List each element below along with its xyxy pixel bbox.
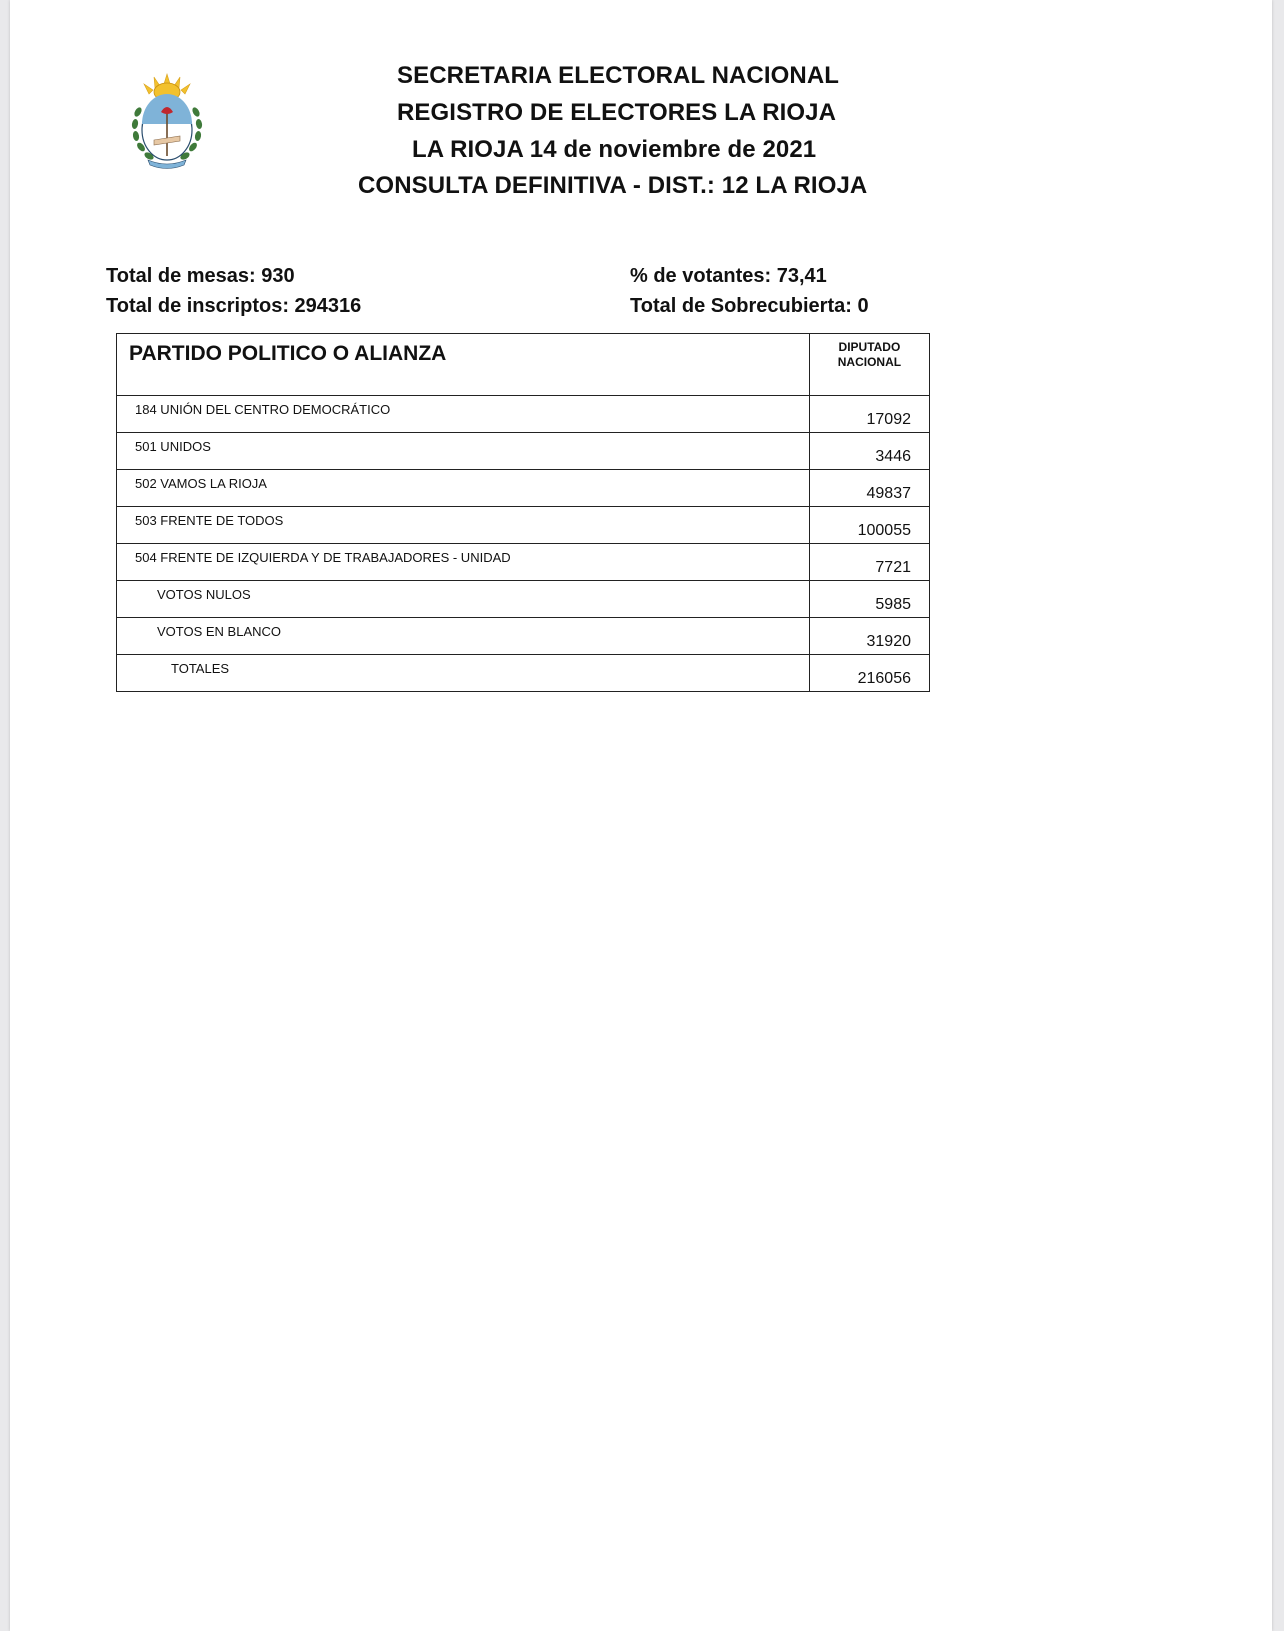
table-row xyxy=(117,507,930,544)
header-line-date: LA RIOJA 14 de noviembre de 2021 xyxy=(412,136,817,163)
header-line-consulta: CONSULTA DEFINITIVA - DIST.: 12 LA RIOJA xyxy=(358,172,868,199)
results-table xyxy=(116,333,930,692)
table-row xyxy=(117,433,930,470)
table-header-row xyxy=(117,334,930,396)
votos-en-blanco-value: 31920 xyxy=(809,618,929,655)
party-votes: 17092 xyxy=(809,396,929,433)
party-name: 504 FRENTE DE IZQUIERDA Y DE TRABAJADORES - UNIDAD xyxy=(117,544,810,581)
table-row xyxy=(117,396,930,433)
votos-nulos-value: 5985 xyxy=(809,581,929,618)
votos-en-blanco-label: VOTOS EN BLANCO xyxy=(117,618,810,655)
table-row-votos-nulos xyxy=(117,581,930,618)
total-sobrecubierta: Total de Sobrecubierta: 0 xyxy=(630,295,869,317)
header-line-registro: REGISTRO DE ELECTORES LA RIOJA xyxy=(397,99,837,126)
votos-nulos-label: VOTOS NULOS xyxy=(117,581,810,618)
party-name: 501 UNIDOS xyxy=(117,433,810,470)
party-name: 184 UNIÓN DEL CENTRO DEMOCRÁTICO xyxy=(117,396,810,433)
party-votes: 7721 xyxy=(809,544,929,581)
column-header-votes-line1: DIPUTADO xyxy=(838,340,901,354)
totales-label: TOTALES xyxy=(117,655,810,692)
total-mesas: Total de mesas: 930 xyxy=(106,265,295,287)
total-inscriptos: Total de inscriptos: 294316 xyxy=(106,295,362,317)
party-name: 502 VAMOS LA RIOJA xyxy=(117,470,810,507)
party-votes: 100055 xyxy=(809,507,929,544)
column-header-party: PARTIDO POLITICO O ALIANZA xyxy=(117,334,810,396)
column-header-votes-line2: NACIONAL xyxy=(837,355,902,369)
table-row xyxy=(117,470,930,507)
table-row-votos-en-blanco xyxy=(117,618,930,655)
table-row xyxy=(117,544,930,581)
argentine-coat-of-arms-icon xyxy=(126,72,208,172)
porcentaje-votantes: % de votantes: 73,41 xyxy=(630,265,827,287)
party-votes: 3446 xyxy=(809,433,929,470)
party-votes: 49837 xyxy=(809,470,929,507)
column-header-diputado-nacional xyxy=(809,334,929,396)
totales-value: 216056 xyxy=(809,655,929,692)
party-name: 503 FRENTE DE TODOS xyxy=(117,507,810,544)
table-row-totales xyxy=(117,655,930,692)
document-page xyxy=(10,0,1272,1631)
header-line-secretaria: SECRETARIA ELECTORAL NACIONAL xyxy=(397,62,840,89)
